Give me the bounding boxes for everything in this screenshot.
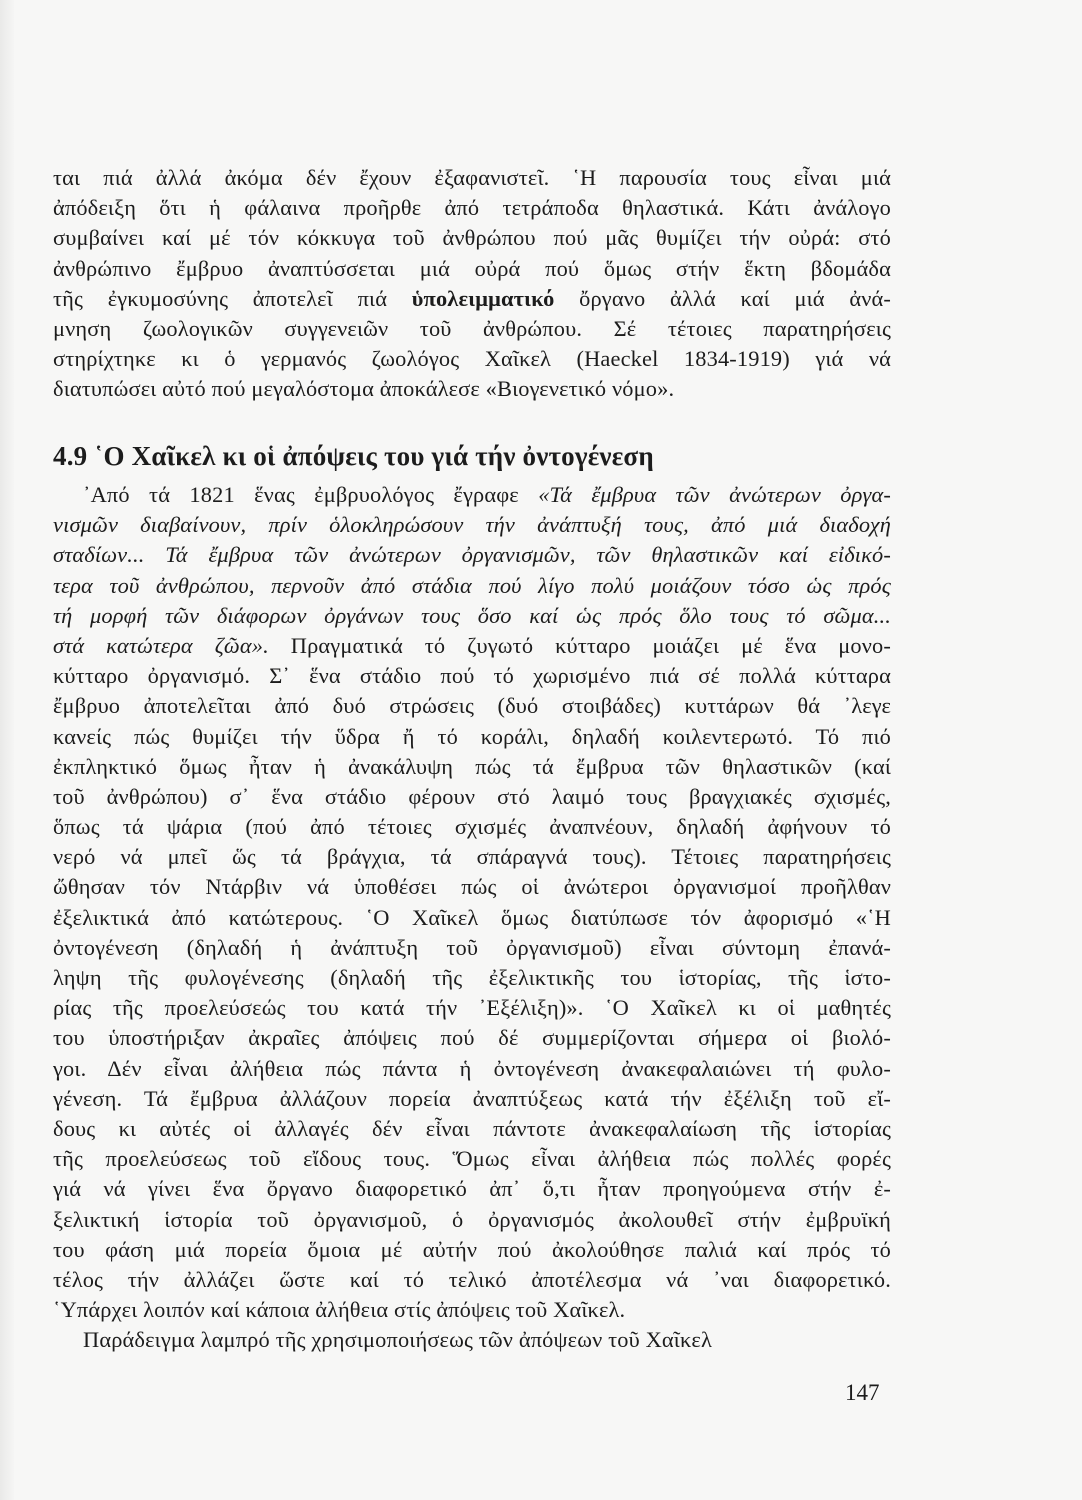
text-line bbox=[53, 314, 891, 344]
italic-quote: τερα τοῦ ἀνθρώπου, περνοῦν ἀπό στάδια πού λίγο πολύ μοιάζουν τόσο ὡς πρός bbox=[53, 572, 891, 598]
text-line bbox=[53, 284, 891, 314]
text-line bbox=[53, 963, 891, 993]
text-line bbox=[53, 1114, 891, 1144]
line-text: του ὑποστήριξαν ἀκραῖες ἀπόψεις πού δέ συμμερίζονται σήμερα οἱ βιολό- bbox=[53, 1025, 891, 1051]
text-line bbox=[53, 1084, 891, 1114]
line-text: ἐξελικτικά ἀπό κατώτερους. ῾Ο Χαῖκελ ὅμως διατύπωσε τόν ἀφορισμό «῾Η bbox=[53, 904, 891, 930]
text-line bbox=[53, 722, 891, 752]
text-line bbox=[53, 480, 891, 510]
scan-page-edge bbox=[0, 0, 14, 1500]
bold-term: ὑπολειμματικό bbox=[411, 285, 555, 311]
line-text: συμβαίνει καί μέ τόν κόκκυγα τοῦ ἀνθρώπου πού μᾶς θυμίζει τήν οὐρά: στό bbox=[53, 225, 891, 251]
line-text: του φάση μιά πορεία ὅμοια μέ αὐτήν πού ἀκολούθησε παλιά καί πρός τό bbox=[53, 1236, 891, 1262]
text-line bbox=[53, 1054, 891, 1084]
text-line bbox=[53, 1144, 891, 1174]
text-line bbox=[53, 872, 891, 902]
intro-paragraph bbox=[53, 163, 891, 405]
next-paragraph-line bbox=[53, 1325, 891, 1355]
text-line bbox=[53, 903, 891, 933]
line-text: μνηση ζωολογικῶν συγγενειῶν τοῦ ἀνθρώπου. Σέ τέτοιες παρατηρήσεις bbox=[53, 315, 891, 341]
line-text: τοῦ ἀνθρώπου) σ᾽ ἕνα στάδιο φέρουν στό λαιμό τους βραγχιακές σχισμές, bbox=[53, 783, 891, 809]
line-text: κανείς πώς θυμίζει τήν ὕδρα ἤ τό κοράλι, δηλαδή κοιλεντερωτό. Τό πιό bbox=[53, 723, 891, 749]
italic-quote: τή μορφή τῶν διάφορων ὀργάνων τους ὅσο καί ὡς πρός ὅλο τους τό σῶμα... bbox=[53, 602, 891, 628]
line-text: ὤθησαν τόν Ντάρβιν νά ὑποθέσει πώς οἱ ἀνώτεροι ὀργανισμοί προῆλθαν bbox=[53, 874, 891, 900]
line-text: ἀνθρώπινο ἔμβρυο ἀναπτύσσεται μιά οὐρά πού ὅμως στήν ἕκτη βδομάδα bbox=[53, 255, 891, 281]
text-line bbox=[53, 254, 891, 284]
text-line bbox=[53, 782, 891, 812]
text-line bbox=[53, 601, 891, 631]
text-line bbox=[53, 540, 891, 570]
text-line bbox=[53, 1023, 891, 1053]
line-text: ἀπόδειξη ὅτι ἡ φάλαινα προῆρθε ἀπό τετράποδα θηλαστικά. Κάτι ἀνάλογο bbox=[53, 195, 891, 221]
text-line bbox=[53, 631, 891, 661]
line-text: στηρίχτηκε κι ὁ γερμανός ζωολόγος Χαῖκελ (Haeckel 1834-1919) γιά νά bbox=[53, 346, 891, 372]
line-text: δους κι αὐτές οἱ ἀλλαγές δέν εἶναι πάντοτε ἀνακεφαλαίωση τῆς ἱστορίας bbox=[53, 1115, 891, 1141]
line-text: τέλος τήν ἀλλάζει ὥστε καί τό τελικό ἀποτέλεσμα νά ᾽ναι διαφορετικό. bbox=[53, 1266, 891, 1292]
italic-quote: «Τά ἔμβρυα τῶν ἀνώτερων ὀργα- bbox=[538, 482, 891, 507]
text-line bbox=[53, 752, 891, 782]
line-text: ῾Υπάρχει λοιπόν καί κάποια ἀλήθεια στίς ἀπόψεις τοῦ Χαῖκελ. bbox=[53, 1297, 626, 1323]
text-line bbox=[53, 812, 891, 842]
text-line bbox=[53, 374, 891, 404]
italic-quote: στά κατώτερα ζῶα». bbox=[53, 632, 269, 658]
text-line bbox=[53, 993, 891, 1023]
line-text: ὄργανο ἀλλά καί μιά ἀνά- bbox=[554, 285, 891, 311]
line-text: γιά νά γίνει ἕνα ὄργανο διαφορετικό ἀπ᾽ ὅ,τι ἦταν προηγούμενα στήν ἐ- bbox=[53, 1176, 891, 1202]
text-line bbox=[53, 163, 891, 193]
line-text: κύτταρο ὀργανισμό. Σ᾽ ἕνα στάδιο πού τό χωρισμένο πιά σέ πολλά κύτταρα bbox=[53, 663, 891, 689]
text-line bbox=[53, 571, 891, 601]
line-text: νερό νά μπεῖ ὥς τά βράγχια, τά σπάραγνά τους). Τέτοιες παρατηρήσεις bbox=[53, 844, 891, 870]
line-text: τῆς ἐγκυμοσύνης ἀποτελεῖ πιά bbox=[53, 285, 412, 311]
italic-quote: νισμῶν διαβαίνουν, πρίν ὁλοκληρώσουν τήν ἀνάπτυξή τους, ἀπό μιά διαδοχή bbox=[53, 512, 891, 538]
text-line bbox=[53, 510, 891, 540]
page-number: 147 bbox=[845, 1380, 880, 1405]
line-text: Πραγματικά τό ζυγωτό κύτταρο μοιάζει μέ ἕνα μονο- bbox=[268, 632, 891, 658]
section-heading: 4.9 ῾Ο Χαῖκελ κι οἱ ἀπόψεις του γιά τήν ὀντογένεση bbox=[53, 441, 654, 471]
text-line bbox=[53, 344, 891, 374]
text-line bbox=[53, 691, 891, 721]
line-text: ἐκπληκτικό ὅμως ἦταν ἡ ἀνακάλυψη πώς τά ἔμβρυα τῶν θηλαστικῶν (καί bbox=[53, 753, 891, 779]
line-text: ὀντογένεση (δηλαδή ἡ ἀνάπτυξη τοῦ ὀργανισμοῦ) εἶναι σύντομη ἐπανά- bbox=[53, 934, 891, 960]
text-line bbox=[53, 1205, 891, 1235]
text-line bbox=[53, 223, 891, 253]
main-paragraph bbox=[53, 480, 891, 1355]
line-text: ρίας τῆς προελεύσεώς του κατά τήν ᾽Εξέλιξη)». ῾Ο Χαῖκελ κι οἱ μαθητές bbox=[53, 995, 891, 1021]
text-line bbox=[53, 1295, 891, 1325]
line-text: γένεση. Τά ἔμβρυα ἀλλάζουν πορεία ἀναπτύξεως κατά τήν ἐξέλιξη τοῦ εἴ- bbox=[53, 1085, 891, 1111]
italic-quote: σταδίων... Τά ἔμβρυα τῶν ἀνώτερων ὀργανισμῶν, τῶν θηλαστικῶν καί εἰδικό- bbox=[53, 542, 891, 568]
text-line bbox=[53, 1265, 891, 1295]
line-text: διατυπώσει αὐτό πού μεγαλόστομα ἀποκάλεσε «Βιογενετικό νόμο». bbox=[53, 376, 675, 402]
line-text: ται πιά ἀλλά ἀκόμα δέν ἔχουν ἐξαφανιστεῖ. ῾Η παρουσία τους εἶναι μιά bbox=[53, 165, 891, 190]
text-line bbox=[53, 193, 891, 223]
line-text: ᾽Από τά 1821 ἕνας ἐμβρυολόγος ἔγραφε bbox=[83, 482, 539, 507]
text-line bbox=[53, 661, 891, 691]
line-text: τῆς προελεύσεως τοῦ εἴδους τους. Ὅμως εἶναι ἀλήθεια πώς πολλές φορές bbox=[53, 1146, 891, 1172]
text-line bbox=[53, 1174, 891, 1204]
line-text: ληψη τῆς φυλογένεσης (δηλαδή τῆς ἐξελικτικῆς του ἱστορίας, τῆς ἱστο- bbox=[53, 965, 891, 990]
line-text: ξελικτική ἱστορία τοῦ ὀργανισμοῦ, ὁ ὀργανισμός ἀκολουθεῖ στήν ἐμβρυϊκή bbox=[53, 1206, 891, 1232]
line-text: γοι. Δέν εἶναι ἀλήθεια πώς πάντα ἡ ὀντογένεση ἀνακεφαλαιώνει τή φυλο- bbox=[53, 1055, 891, 1081]
line-text: ἔμβρυο ἀποτελεῖται ἀπό δυό στρώσεις (δυό στοιβάδες) κυττάρων θά ᾽λεγε bbox=[53, 693, 891, 719]
text-line bbox=[53, 1235, 891, 1265]
line-text: ὅπως τά ψάρια (πού ἀπό τέτοιες σχισμές ἀναπνέουν, δηλαδή ἀφήνουν τό bbox=[53, 814, 891, 840]
text-line bbox=[53, 842, 891, 872]
text-line bbox=[53, 933, 891, 963]
line-text: Παράδειγμα λαμπρό τῆς χρησιμοποιήσεως τῶν ἀπόψεων τοῦ Χαῖκελ bbox=[83, 1327, 712, 1353]
